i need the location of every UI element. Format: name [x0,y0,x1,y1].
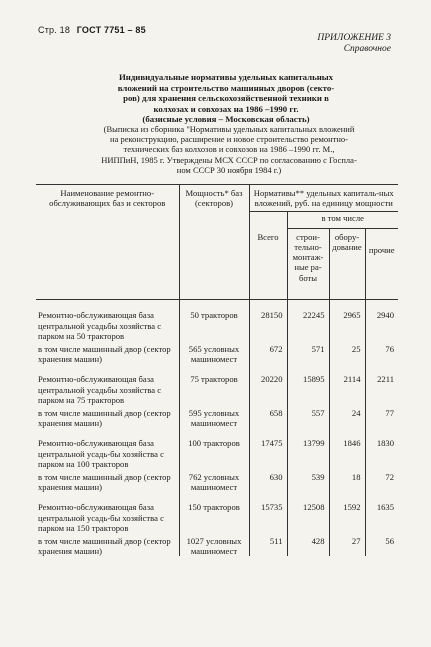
row-capacity: 150 тракторов [179,502,249,533]
document-title [90,72,362,125]
row-total: 17475 [249,438,287,469]
col-header-other: прочие [365,228,398,300]
row-construction: 557 [287,408,329,428]
spacer-cell [249,492,287,502]
spacer-cell [179,428,249,438]
row-name: в том числе машинный двор (сектор хранения машин) [36,408,179,428]
col-header-including: в том числе [287,212,398,228]
table-row [36,502,398,533]
row-construction: 13799 [287,438,329,469]
row-equipment: 24 [329,408,365,428]
spacer-cell [329,300,365,311]
row-capacity: 75 тракторов [179,374,249,405]
table-row [36,344,398,364]
col-header-capacity: Мощность* баз (секторов) [179,185,249,300]
row-capacity: 762 условных машиномест [179,472,249,492]
row-other: 72 [385,472,394,483]
row-equipment: 27 [329,536,365,556]
row-equipment: 25 [329,344,365,364]
row-capacity: 1027 условных машиномест [179,536,249,556]
spacer-cell [365,492,398,502]
row-total: 658 [249,408,287,428]
excerpt-line: на реконструкцию, расширение и новое строительство ремонтно- [110,134,348,145]
table-row [36,438,398,469]
row-total: 511 [249,536,287,556]
spacer-cell [329,492,365,502]
row-equipment: 1592 [329,502,365,533]
table-row [36,536,398,556]
spacer-cell [365,428,398,438]
spacer-cell [329,364,365,374]
row-construction: 539 [287,472,329,492]
row-name: Ремонтно-обслуживающая база центральной усадь-бы хозяйства с парком на 100 тракторов [36,438,179,469]
row-capacity: 100 тракторов [179,438,249,469]
spacer-cell [179,364,249,374]
row-construction: 12508 [287,502,329,533]
excerpt-note [84,124,374,175]
row-name: Ремонтно-обслуживающая база центральной усадьбы хозяйства с парком на 50 тракторов [36,310,179,341]
title-line: ров) для хранения сельскохозяйственной техники в [123,93,329,104]
spacer-cell [179,492,249,502]
row-other: 2211 [377,374,394,385]
row-other: 1635 [376,502,394,513]
title-line: (базисные условия – Московская область) [142,114,310,125]
row-capacity: 50 тракторов [179,310,249,341]
col-header-total: Всего [249,212,287,300]
group-spacer [36,364,398,374]
spacer-cell [179,300,249,311]
appendix-label [317,33,391,55]
col-header-construction: строи-тельно-монтаж-ные ра-боты [287,228,329,300]
row-capacity: 565 условных машиномест [179,344,249,364]
spacer-cell [287,492,329,502]
page-header-left [38,25,146,35]
row-equipment: 2965 [329,310,365,341]
col-header-name: Наименование ремонтно-обслуживающих баз и секторов [36,185,179,300]
spacer-cell [287,364,329,374]
spacer-cell [365,364,398,374]
row-equipment: 1846 [329,438,365,469]
row-total: 28150 [249,310,287,341]
excerpt-line: НИППиН, 1985 г. Утверждены МСХ СССР по согласованию с Госпла- [101,154,357,165]
spacer-cell [365,300,398,311]
spacer-cell [249,364,287,374]
title-line: вложений на строительство машинных дворов (секто- [117,82,335,93]
spacer-cell [249,428,287,438]
table-row [36,310,398,341]
table-row [36,408,398,428]
appendix-type: Справочное [343,44,391,54]
table-body [36,300,398,557]
spacer-cell [249,300,287,311]
spacer-cell [36,428,179,438]
spacer-cell [36,300,179,311]
group-spacer [36,428,398,438]
col-header-equipment: обору-дование [329,228,365,300]
table-row [36,374,398,405]
row-other: 76 [385,344,394,355]
row-name: в том числе машинный двор (сектор хранения машин) [36,472,179,492]
row-other: 56 [385,536,394,547]
row-total: 630 [249,472,287,492]
row-other: 2940 [376,310,394,321]
spacer-cell [36,364,179,374]
spacer-cell [287,300,329,311]
row-construction: 571 [287,344,329,364]
row-other: 77 [385,408,394,419]
page-number: Стр. 18 [38,25,71,35]
row-construction: 428 [287,536,329,556]
excerpt-line: (Выписка из сборника "Нормативы удельных капитальных вложений [103,124,355,134]
row-name: в том числе машинный двор (сектор хранения машин) [36,344,179,364]
title-line: колхозах и совхозах на 1986 –1990 гг. [153,103,299,114]
row-total: 20220 [249,374,287,405]
row-name: Ремонтно-обслуживающая база центральной усадь-бы хозяйства с парком на 150 тракторов [36,502,179,533]
row-construction: 15895 [287,374,329,405]
row-other: 1830 [376,438,394,449]
col-header-norms: Нормативы** удельных капиталь-ных вложений, руб. на единицу мощности [249,185,398,212]
appendix-title: ПРИЛОЖЕНИЕ 3 [317,33,391,43]
spacer-cell [36,492,179,502]
spacer-cell [287,428,329,438]
row-total: 672 [249,344,287,364]
norms-table [36,184,398,556]
spacer-cell [329,428,365,438]
group-spacer [36,492,398,502]
gost-number: ГОСТ 7751 – 85 [76,25,146,35]
row-equipment: 2114 [329,374,365,405]
excerpt-line: технических баз колхозов и совхозов на 1986 –1990 гг. М., [123,144,335,155]
table-row [36,472,398,492]
row-name: Ремонтно-обслуживающая база центральной усадьбы хозяйства с парком на 75 тракторов [36,374,179,405]
title-line: Индивидуальные нормативы удельных капитальных [118,72,334,82]
row-name: в том числе машинный двор (сектор хранения машин) [36,536,179,556]
row-capacity: 595 условных машиномест [179,408,249,428]
row-construction: 22245 [287,310,329,341]
row-total: 15735 [249,502,287,533]
group-spacer [36,300,398,311]
row-equipment: 18 [329,472,365,492]
excerpt-line: ном СССР 30 ноября 1984 г.) [176,164,282,175]
